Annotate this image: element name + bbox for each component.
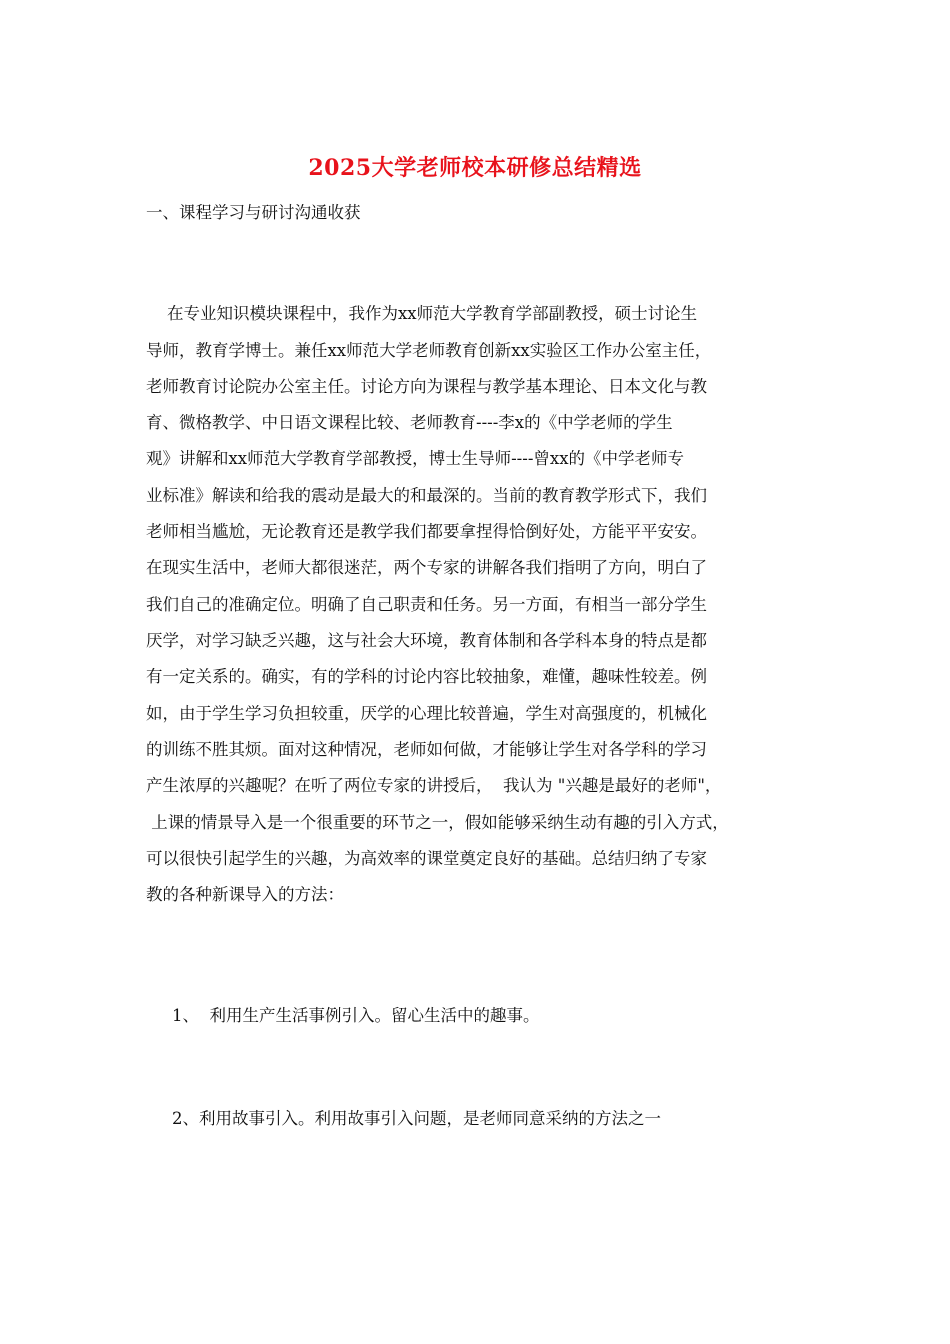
paragraph-line: 在专业知识模块课程中，我作为xx师范大学教育学部副教授，硕士讨论生 [146,304,698,323]
paragraph-line: 的训练不胜其烦。面对这种情况，老师如何做，才能够让学生对各学科的学习 [146,740,707,759]
document-title: 2025大学老师校本研修总结精选 [308,155,642,181]
list-item: 2、利用故事引入。利用故事引入问题，是老师同意采纳的方法之一 [172,1109,661,1128]
paragraph-line: 在现实生活中，老师大都很迷茫，两个专家的讲解各我们指明了方向，明白了 [146,558,707,577]
paragraph-line: 业标准》解读和给我的震动是最大的和最深的。当前的教育教学形式下，我们 [146,486,707,505]
paragraph-line: 产生浓厚的兴趣呢？在听了两位专家的讲授后， 我认为 "兴趣是最好的老师"， [146,776,722,795]
paragraph-line: 可以很快引起学生的兴趣，为高效率的课堂奠定良好的基础。总结归纳了专家 [146,849,707,868]
paragraph-line: 上课的情景导入是一个很重要的环节之一，假如能够采纳生动有趣的引入方式， [146,813,729,832]
paragraph-line: 有一定关系的。确实，有的学科的讨论内容比较抽象，难懂，趣味性较差。例 [146,667,707,686]
paragraph-line: 育、微格教学、中日语文课程比较、老师教育----李x的《中学老师的学生 [146,413,673,432]
paragraph-line: 我们自己的准确定位。明确了自己职责和任务。另一方面，有相当一部分学生 [146,595,707,614]
paragraph-line: 观》讲解和xx师范大学教育学部教授，博士生导师----曾xx的《中学老师专 [146,449,685,468]
paragraph-line: 导师，教育学博士。兼任xx师范大学老师教育创新xx实验区工作办公室主任， [146,341,712,360]
paragraph-line: 如，由于学生学习负担较重，厌学的心理比较普遍，学生对高强度的，机械化 [146,704,707,723]
section-heading: 一、课程学习与研讨沟通收获 [146,203,361,222]
list-item: 1、 利用生产生活事例引入。留心生活中的趣事。 [172,1006,540,1025]
paragraph-line: 老师教育讨论院办公室主任。讨论方向为课程与教学基本理论、日本文化与教 [146,377,707,396]
paragraph-line: 教的各种新课导入的方法： [146,885,344,904]
paragraph-line: 厌学，对学习缺乏兴趣，这与社会大环境，教育体制和各学科本身的特点是都 [146,631,707,650]
paragraph-line: 老师相当尴尬，无论教育还是教学我们都要拿捏得恰倒好处，方能平平安安。 [146,522,707,541]
